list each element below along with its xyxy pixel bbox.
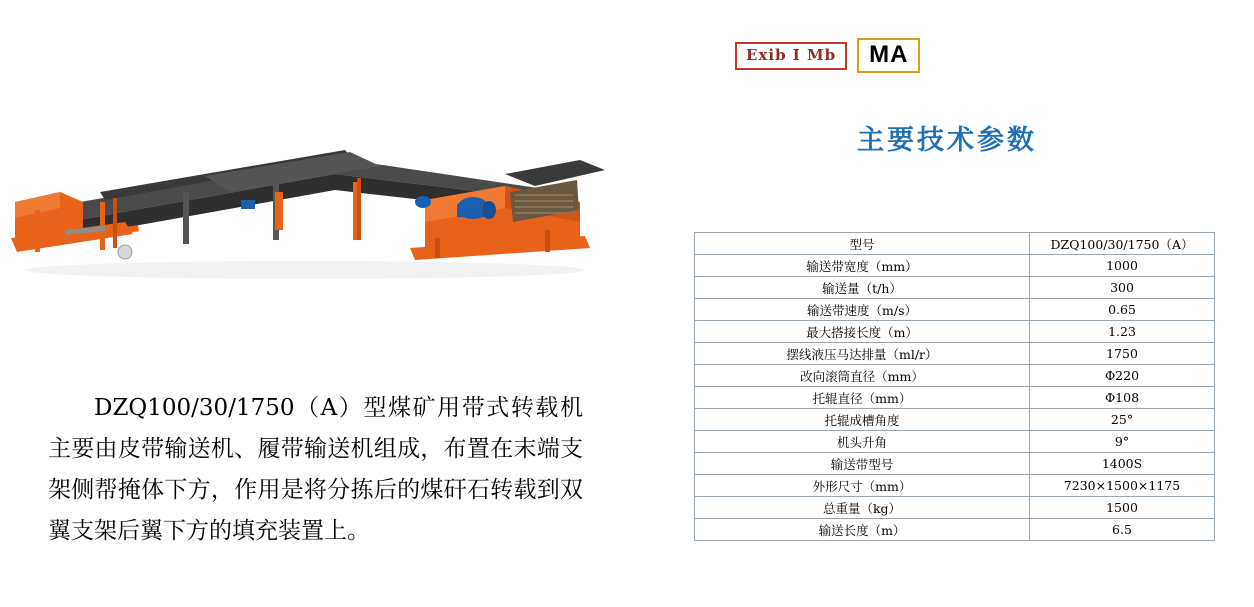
product-illustration (5, 130, 625, 290)
spec-value: 1000 (1030, 255, 1215, 277)
technical-parameters-table (694, 232, 1215, 541)
spec-label: 托辊成槽角度 (695, 409, 1030, 431)
spec-value: 25° (1030, 409, 1215, 431)
spec-label: 最大搭接长度（m） (695, 321, 1030, 343)
table-row (695, 299, 1215, 321)
spec-value: 300 (1030, 277, 1215, 299)
spec-value: 1500 (1030, 497, 1215, 519)
spec-value: DZQ100/30/1750（A） (1030, 233, 1215, 255)
spec-table-container (694, 232, 1204, 541)
spec-label: 外形尺寸（mm） (695, 475, 1030, 497)
table-row (695, 431, 1215, 453)
spec-value: 6.5 (1030, 519, 1215, 541)
spec-label: 摆线液压马达排量（ml/r） (695, 343, 1030, 365)
table-row (695, 497, 1215, 519)
ma-certification-badge: MA (857, 38, 920, 73)
table-row (695, 453, 1215, 475)
spec-label: 输送长度（m） (695, 519, 1030, 541)
spec-label: 输送量（t/h） (695, 277, 1030, 299)
certification-badges (735, 38, 920, 73)
table-row (695, 519, 1215, 541)
spec-label: 机头升角 (695, 431, 1030, 453)
spec-label: 总重量（kg） (695, 497, 1030, 519)
table-row (695, 233, 1215, 255)
spec-label: 改向滚筒直径（mm） (695, 365, 1030, 387)
right-column (640, 0, 1254, 607)
spec-value: 7230×1500×1175 (1030, 475, 1215, 497)
spec-value: 1400S (1030, 453, 1215, 475)
spec-value: 1.23 (1030, 321, 1215, 343)
spec-label: 托辊直径（mm） (695, 387, 1030, 409)
spec-value: Φ220 (1030, 365, 1215, 387)
table-row (695, 343, 1215, 365)
spec-value: 0.65 (1030, 299, 1215, 321)
spec-value: 9° (1030, 431, 1215, 453)
exib-certification-badge: Exib I Mb (735, 42, 847, 70)
spec-label: 输送带速度（m/s） (695, 299, 1030, 321)
spec-label: 型号 (695, 233, 1030, 255)
table-row (695, 255, 1215, 277)
table-row (695, 409, 1215, 431)
section-title: 主要技术参数 (857, 125, 1037, 156)
spec-table-body (695, 233, 1215, 541)
table-row (695, 277, 1215, 299)
spec-value: Φ108 (1030, 387, 1215, 409)
spec-label: 输送带宽度（mm） (695, 255, 1030, 277)
table-row (695, 387, 1215, 409)
spec-value: 1750 (1030, 343, 1215, 365)
spec-label: 输送带型号 (695, 453, 1030, 475)
table-row (695, 365, 1215, 387)
table-row (695, 321, 1215, 343)
table-row (695, 475, 1215, 497)
product-description: DZQ100/30/1750（A）型煤矿用带式转载机主要由皮带输送机、履带输送机组成，布置在末端支架侧帮掩体下方，作用是将分拣后的煤矸石转载到双翼支架后翼下方的填充装置上。 (48, 395, 583, 544)
